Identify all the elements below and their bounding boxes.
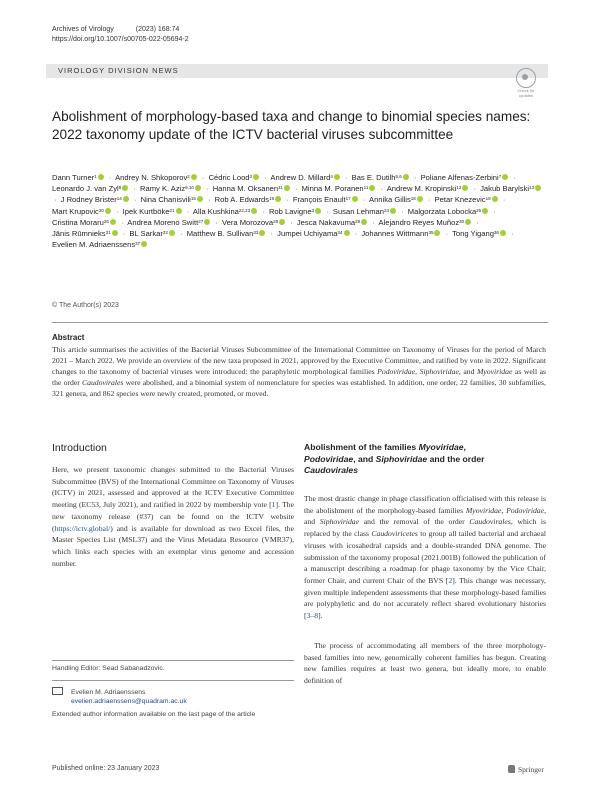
author-name: Minna M. Poranen$^{11}$ xyxy=(302,184,377,193)
author-name: Cristina Moraru$^{26}$ xyxy=(52,218,117,227)
author-name: Susan Lehman$^{24}$ xyxy=(333,207,397,216)
author-name: Vera Morozova$^{28}$ xyxy=(222,218,286,227)
author-name: Rob Lavigne$^3$ xyxy=(269,207,322,216)
footnote-divider xyxy=(52,660,294,661)
orcid-icon[interactable] xyxy=(98,174,104,180)
orcid-icon[interactable] xyxy=(141,241,147,247)
extended-info-note: Extended author information available on the last page of the article xyxy=(52,711,256,718)
author-name: Andrey N. Shkoporov$^2$ xyxy=(115,173,198,182)
author-name: Jānis Rūmnieks$^{31}$ xyxy=(52,229,119,238)
orcid-icon[interactable] xyxy=(275,196,281,202)
reference-link[interactable]: 3–8 xyxy=(306,611,319,621)
author-name: Andrew D. Millard$^4$ xyxy=(270,173,340,182)
orcid-icon[interactable] xyxy=(465,219,471,225)
orcid-icon[interactable] xyxy=(253,174,259,180)
doi-link[interactable]: https://doi.org/10.1007/s00705-022-05694-2 xyxy=(52,36,189,43)
section-label: VIROLOGY DIVISION NEWS xyxy=(58,66,179,75)
author-name: Nina Chanisvili$^{15}$ xyxy=(141,195,204,204)
ictv-website-link[interactable]: https://ictv.global/ xyxy=(54,523,111,533)
corresponding-author: Evelien M. Adriaenssens evelien.adriaenssens@quadram.ac.uk xyxy=(52,686,187,706)
orcid-icon[interactable] xyxy=(123,196,129,202)
section-banner xyxy=(46,64,548,78)
footnote-divider xyxy=(52,680,294,681)
orcid-icon[interactable] xyxy=(492,196,498,202)
author-name: Ramy K. Aziz$^{9,10}$ xyxy=(140,184,202,193)
check-updates-label: Check for updates xyxy=(517,88,535,98)
journal-header xyxy=(52,25,189,45)
author-name: Jakub Barylski$^{13}$ xyxy=(480,184,542,193)
author-name: Leonardo J. van Zyl$^8$ xyxy=(52,184,129,193)
author-name: Annika Gillis$^{18}$ xyxy=(369,195,424,204)
journal-name: Archives of Virology xyxy=(52,26,114,33)
author-name: Bas E. Dutilh$^{5,6}$ xyxy=(352,173,410,182)
copyright: © The Author(s) 2023 xyxy=(52,302,119,309)
orcid-icon[interactable] xyxy=(169,230,175,236)
orcid-icon[interactable] xyxy=(191,174,197,180)
author-name: Mart Krupovic$^{20}$ xyxy=(52,207,112,216)
orcid-icon[interactable] xyxy=(110,219,116,225)
author-name: Dann Turner$^1$ xyxy=(52,173,105,182)
orcid-icon[interactable] xyxy=(502,174,508,180)
introduction-text: Here, we present taxonomic changes submitted to the Bacterial Viruses Subcommittee (BVS) of the International Committee on Taxonomy of Viruses (ICTV) in 2021, assessed and approved at the ICTV Executive Committee meeting (EC53, July 2021), and ratified in 2022 by membership vote [1]. The new taxonomy release (#37) can be found on the ICTV website (https://ictv.global/) and is available for download as two Excel files, the Master Species List (MSL37) and the Virus Metadata Resource (VMR37), which links each species with an exemplar virus genome and accession number. xyxy=(52,465,295,568)
published-date: Published online: 23 January 2023 xyxy=(52,765,160,772)
orcid-icon[interactable] xyxy=(462,185,468,191)
section-paragraph-1: The most drastic change in phage classification officialised with this release is the abolishment of the morphology-based families Myoviridae, Podoviridae, and Siphoviridae and the removal of the order Caudovirales, which is replaced by the class Caudoviricetes to group all tailed bacterial and archaeal viruses with icosahedral capsids and a double-stranded DNA genome. The submission of the taxonomy proposal (2021.001B) followed the publication of a manuscript describing a roadmap for phage taxonomy by the Vice Chair, former Chair, and current Chair of the BVS [2]. This change was necessary, given multiple independent assessments that these morphology-based families are polyphyletic and do not accurately reflect shared evolutionary histories [3–8]. xyxy=(304,494,546,621)
orcid-icon[interactable] xyxy=(352,196,358,202)
author-name: BL Sarkar$^{32}$ xyxy=(129,229,176,238)
orcid-icon[interactable] xyxy=(315,208,321,214)
author-name: Evelien M. Adriaenssens$^{37}$ xyxy=(52,240,148,249)
author-name: Rob A. Edwards$^{16}$ xyxy=(215,195,282,204)
orcid-icon[interactable] xyxy=(482,208,488,214)
author-name: Andrea Moreno Switt$^{27}$ xyxy=(127,218,211,227)
section-paragraph-2: The process of accommodating all members of the three morphology-based families into new, genomically coherent families has begun. Creating new families requires at least two genera, but ideally more, to enable definition of xyxy=(304,641,546,686)
handling-editor: Handling Editor: Sead Sabanadzovic. xyxy=(52,665,165,672)
publisher-logo: Springer xyxy=(508,764,544,774)
orcid-icon[interactable] xyxy=(361,219,367,225)
article-title: Abolishment of morphology-based taxa and change to binomial species names: 2022 taxonomy update of the ICTV bacterial viruses subcommittee xyxy=(52,109,531,142)
orcid-icon[interactable] xyxy=(390,208,396,214)
author-name: Tong Yigang$^{36}$ xyxy=(452,229,507,238)
author-name: Jumpei Uchiyama$^{34}$ xyxy=(277,229,350,238)
author-name: Jesca Nakavuma$^{29}$ xyxy=(297,218,368,227)
orcid-icon[interactable] xyxy=(105,208,111,214)
author-name: J Rodney Brister$^{14}$ xyxy=(61,195,130,204)
author-name: Johannes Wittmann$^{35}$ xyxy=(361,229,441,238)
orcid-icon[interactable] xyxy=(251,208,257,214)
author-name: Andrew M. Kropinski$^{12}$ xyxy=(387,184,470,193)
author-name: François Enault$^{17}$ xyxy=(293,195,359,204)
orcid-icon[interactable] xyxy=(434,230,440,236)
journal-volume: (2023) 168:74 xyxy=(135,26,180,33)
reference-link[interactable]: 1 xyxy=(271,500,276,510)
check-for-updates-button[interactable] xyxy=(514,68,538,98)
orcid-icon[interactable] xyxy=(403,174,409,180)
author-name: Poliane Alfenas-Zerbini$^7$ xyxy=(421,173,510,182)
orcid-icon[interactable] xyxy=(417,196,423,202)
orcid-icon[interactable] xyxy=(204,219,210,225)
orcid-icon[interactable] xyxy=(176,208,182,214)
orcid-icon[interactable] xyxy=(197,196,203,202)
orcid-icon[interactable] xyxy=(334,174,340,180)
author-name: Malgorzata Lobocka$^{25}$ xyxy=(408,207,489,216)
divider xyxy=(52,322,548,323)
orcid-icon[interactable] xyxy=(535,185,541,191)
springer-horse-icon xyxy=(508,765,515,773)
orcid-icon[interactable] xyxy=(369,185,375,191)
mail-icon xyxy=(52,687,63,695)
author-name: Alla Kushkina$^{22,23}$ xyxy=(193,207,258,216)
orcid-icon[interactable] xyxy=(279,219,285,225)
orcid-icon[interactable] xyxy=(500,230,506,236)
author-list: Dann Turner$^1$ · Andrey N. Shkoporov$^2$ · Cédric Lood$^3$ · Andrew D. Millard$^4$ · Bas E. Dutilh$^{5,6}$ · Poliane Alfenas-Zerbini$^7$ · Leonardo J. van Zyl$^8$ · Ramy K. Aziz$^{9,10}$ · Hanna M. Oksanen$^{11}$ · Minna M. Poranen$^{11}$ · Andrew M. Kropinski$^{12}$ · Jakub Barylski$^{13}$ · J Rodney Brister$^{14}$ · Nina Chanisvili$^{15}$ · Rob A. Edwards$^{16}$ · François Enault$^{17}$ · Annika Gillis$^{18}$ · Petar Knezevic$^{19}$ · Mart Krupovic$^{20}$ · Ipek Kurtböke$^{21}$ · Alla Kushkina$^{22,23}$ · Rob Lavigne$^3$ · Susan Lehman$^{24}$ · Malgorzata Lobocka$^{25}$ · Cristina Moraru$^{26}$ · Andrea Moreno Switt$^{27}$ · Vera Morozova$^{28}$ · Jesca Nakavuma$^{29}$ · Alejandro Reyes Muñoz$^{30}$ · Jānis Rūmnieks$^{31}$ · BL Sarkar$^{32}$ · Matthew B. Sullivan$^{33}$ · Jumpei Uchiyama$^{34}$ · Johannes Wittmann$^{35}$ · Tong Yigang$^{36}$ · Evelien M. Adriaenssens$^{37}$ xyxy=(52,172,546,250)
author-name: Petar Knezevic$^{19}$ xyxy=(435,195,499,204)
abstract-text: This article summarises the activities of the Bacterial Viruses Subcommittee of the International Committee on Taxonomy of Viruses for the period of March 2021 – March 2022. We provide an overview of the new taxa proposed in 2021, approved by the Executive Committee, and ratified by vote in 2022. Significant changes to the taxonomy of bacterial viruses were introduced: the paraphyletic morphological families Podoviridae, Siphoviridae, and Myoviridae as well as the order Caudovirales were abolished, and a binomial system of nomenclature for species was established. In addition, one order, 22 families, 30 subfamilies, 321 genera, and 862 species were newly created, promoted, or moved. xyxy=(52,345,546,398)
orcid-icon[interactable] xyxy=(112,230,118,236)
section-heading: Abolishment of the families Myoviridae, Podoviridae, and Siphoviridae and the order Caudovirales xyxy=(304,442,485,475)
author-name: Matthew B. Sullivan$^{33}$ xyxy=(187,229,267,238)
author-name: Hanna M. Oksanen$^{11}$ xyxy=(213,184,291,193)
author-name: Cédric Lood$^3$ xyxy=(209,173,260,182)
contact-email-link[interactable]: evelien.adriaenssens@quadram.ac.uk xyxy=(71,698,187,705)
orcid-icon[interactable] xyxy=(122,185,128,191)
abstract-heading: Abstract xyxy=(52,333,85,342)
orcid-icon[interactable] xyxy=(344,230,350,236)
check-updates-icon xyxy=(516,68,536,88)
orcid-icon[interactable] xyxy=(195,185,201,191)
author-name: Ipek Kurtböke$^{21}$ xyxy=(123,207,183,216)
reference-link[interactable]: 2 xyxy=(448,575,453,585)
author-name: Alejandro Reyes Muñoz$^{30}$ xyxy=(379,218,473,227)
orcid-icon[interactable] xyxy=(259,230,265,236)
introduction-heading: Introduction xyxy=(52,442,107,454)
orcid-icon[interactable] xyxy=(284,185,290,191)
